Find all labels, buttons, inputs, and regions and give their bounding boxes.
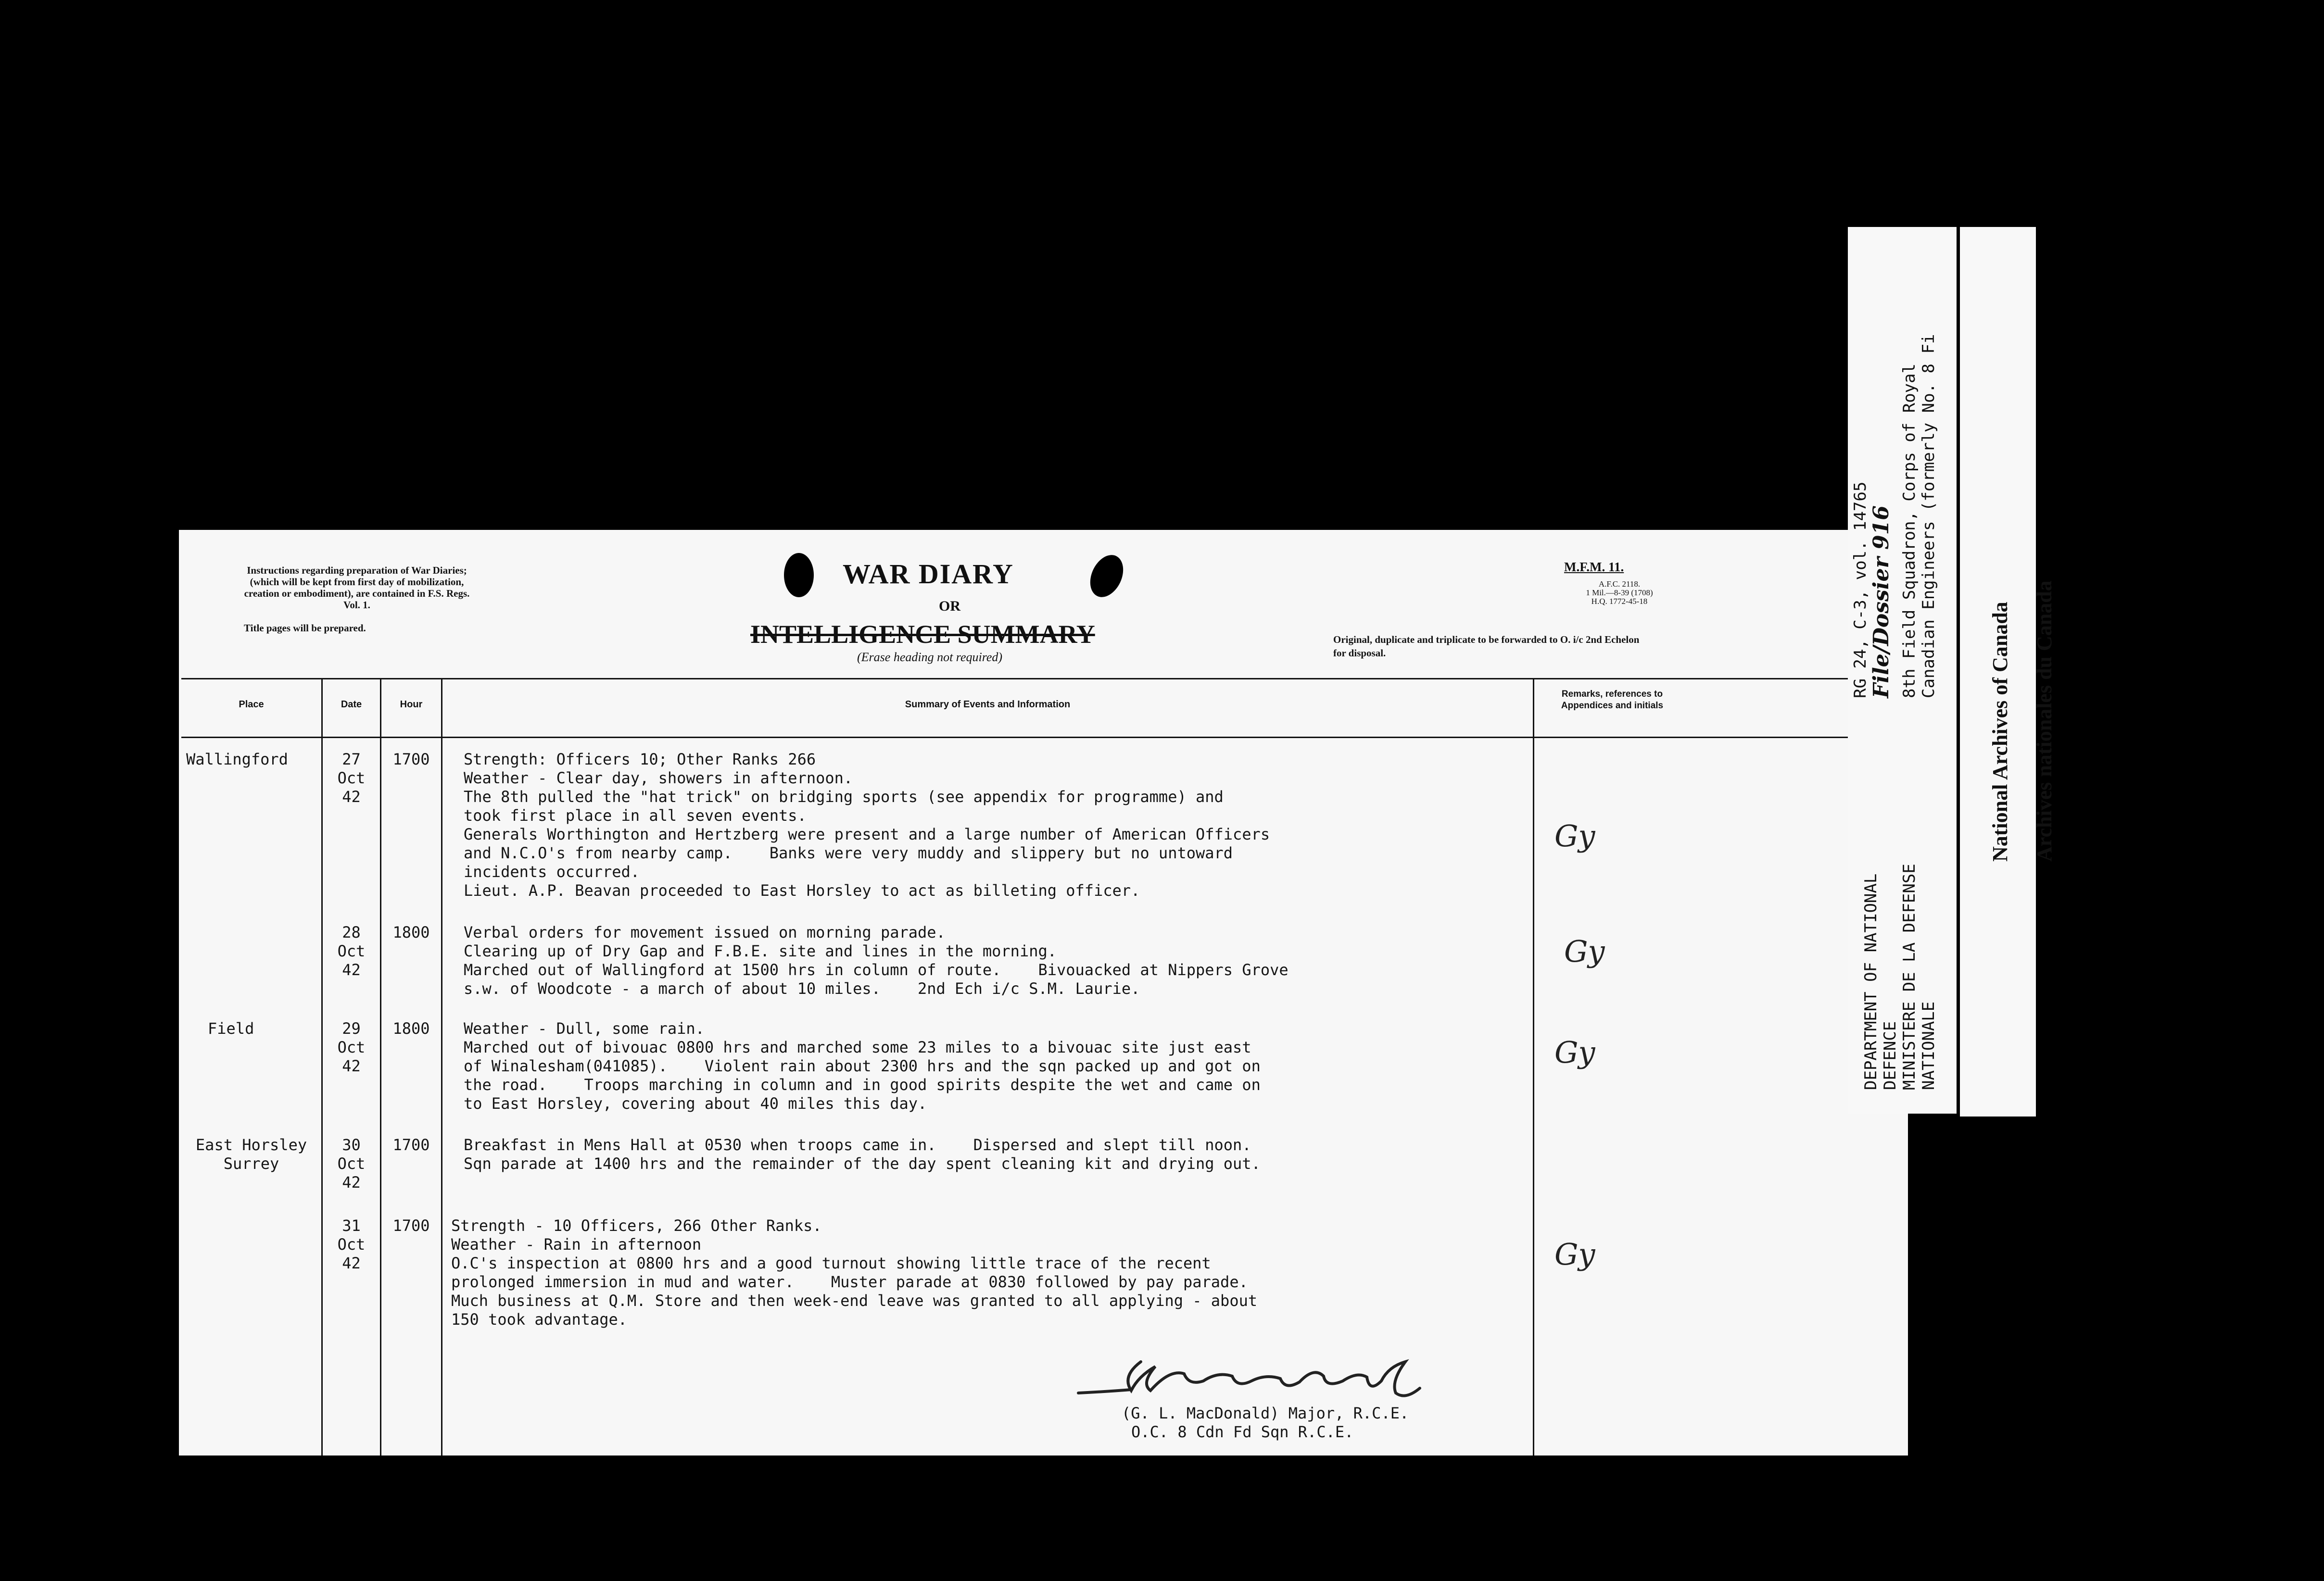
- table-top-rule: [181, 678, 1908, 679]
- entry-place: Field: [208, 1019, 254, 1038]
- archive-reference-stamp: [1848, 227, 1957, 1114]
- entry-initial: Gy: [1564, 934, 1605, 969]
- entry-place: East Horsley Surrey: [195, 1136, 307, 1173]
- forwarding-note: Original, duplicate and triplicate to be forwarded to O. i/c 2nd Echelon for disposal.: [1333, 634, 1640, 659]
- entry-place: Wallingford: [186, 750, 288, 768]
- entry-text: Strength - 10 Officers, 266 Other Ranks. Weather - Rain in afternoon O.C's inspection at 0800 hrs and a good turnout showing little trace of the recent prolonged immersion in mud and water. Muster parade at 0830 followed by pay parade. Much business at Q.M. Store and then week-end leave was granted to all applying - about 150 took advantage.: [451, 1217, 1258, 1329]
- entry-hour: 1700: [392, 1217, 430, 1235]
- entry-initial: Gy: [1554, 1035, 1595, 1070]
- entry-text: Verbal orders for movement issued on morning parade. Clearing up of Dry Gap and F.B.E. site and lines in the morning. Marched out of Wallingford at 1500 hrs in column of route. Bivouacked at Nippers Grove s.w. of Woodcote - a march of about 10 miles. 2nd Ech i/c S.M. Laurie.: [464, 923, 1288, 998]
- entry-text: Strength: Officers 10; Other Ranks 266 Weather - Clear day, showers in afternoon. The 8th pulled the "hat trick" on bridging sports (see appendix for programme) and took first place in all seven events. Generals Worthington and Hertzberg were present and a large number of American Officers and N.C.O's from nearby camp. Banks were very muddy and slippery but no untoward incidents occurred. Lieut. A.P. Beavan proceeded to East Horsley to act as billeting officer.: [464, 750, 1270, 900]
- entry-date: 28 Oct 42: [337, 923, 366, 979]
- archives-label-en: National Archives of Canada: [1988, 602, 2012, 862]
- col-header-place: Place: [239, 699, 264, 710]
- dept-line-4: NATIONALE: [1919, 1001, 1938, 1090]
- col-rule-summary: [1533, 678, 1534, 1456]
- erase-heading-note: (Erase heading not required): [857, 650, 1003, 664]
- form-codes: A.F.C. 2118. 1 Mil.—8-39 (1708) H.Q. 1772-45-18: [1586, 579, 1653, 606]
- dept-line-1: DEPARTMENT OF NATIONAL: [1861, 873, 1881, 1090]
- title-intelligence-summary: INTELLIGENCE SUMMARY: [750, 620, 1095, 649]
- signature-name: (G. L. MacDonald) Major, R.C.E.: [1122, 1404, 1409, 1422]
- entry-hour: 1800: [392, 923, 430, 941]
- entry-hour: 1700: [392, 1136, 430, 1154]
- archive-ref-line: RG 24, C-3, vol. 14765: [1851, 481, 1870, 698]
- entry-date: 30 Oct 42: [337, 1136, 366, 1192]
- signature-scrawl: [1074, 1347, 1439, 1410]
- entry-hour: 1700: [392, 750, 430, 768]
- entry-date: 27 Oct 42: [337, 750, 366, 806]
- form-number: M.F.M. 11.: [1564, 560, 1624, 574]
- entry-initial: Gy: [1554, 1237, 1595, 1272]
- dept-line-3: MINISTERE DE LA DEFENSE: [1900, 864, 1919, 1090]
- archive-unit-line-2: Canadian Engineers (formerly No. 8 Fi: [1919, 334, 1938, 698]
- dept-line-2: DEFENCE: [1881, 1021, 1900, 1090]
- entry-text: Breakfast in Mens Hall at 0530 when troops came in. Dispersed and slept till noon. Sqn parade at 1400 hrs and the remainder of the day spent cleaning kit and drying out.: [464, 1136, 1261, 1173]
- title-pages-note: Title pages will be prepared.: [244, 622, 366, 634]
- title-war-diary: WAR DIARY: [843, 558, 1014, 590]
- war-diary-sheet: [179, 530, 1908, 1456]
- table-header-rule: [181, 737, 1908, 738]
- national-archives-label: [1960, 227, 2056, 1117]
- national-archives-text-block: [1970, 580, 2075, 862]
- ink-blot-right: [1084, 550, 1129, 602]
- entry-text: Weather - Dull, some rain. Marched out of bivouac 0800 hrs and marched some 23 miles to a bivouac site just east of Winalesham(041085). Violent rain about 2300 hrs and the sqn packed up and got on the road. Troops marching in column and in good spirits despite the wet and came on to East Horsley, covering about 40 miles this day.: [464, 1019, 1261, 1113]
- col-header-summary: Summary of Events and Information: [905, 699, 1071, 710]
- ink-blot-left: [784, 553, 814, 597]
- entry-date: 29 Oct 42: [337, 1019, 366, 1075]
- col-header-remarks: Remarks, references to Appendices and initials: [1561, 689, 1664, 711]
- entry-initial: Gy: [1554, 818, 1595, 853]
- col-rule-hour: [441, 678, 442, 1456]
- archive-file-line: File/Dossier 916: [1869, 505, 1894, 698]
- archives-label-fr: Archives nationales du Canada: [2033, 580, 2056, 862]
- col-header-date: Date: [341, 699, 362, 710]
- title-or: OR: [939, 598, 960, 614]
- entry-date: 31 Oct 42: [337, 1217, 366, 1272]
- signature-title: O.C. 8 Cdn Fd Sqn R.C.E.: [1131, 1423, 1354, 1441]
- archive-stamp-text-block: [1848, 334, 1938, 1092]
- archive-unit-line-1: 8th Field Squadron, Corps of Royal: [1900, 364, 1919, 698]
- entry-hour: 1800: [392, 1019, 430, 1038]
- instructions-note: Instructions regarding preparation of War Diaries; (which will be kept from first day of mobilization, creation or embodiment), are contained in F.S. Regs. Vol. 1.: [244, 565, 470, 611]
- col-header-hour: Hour: [400, 699, 423, 710]
